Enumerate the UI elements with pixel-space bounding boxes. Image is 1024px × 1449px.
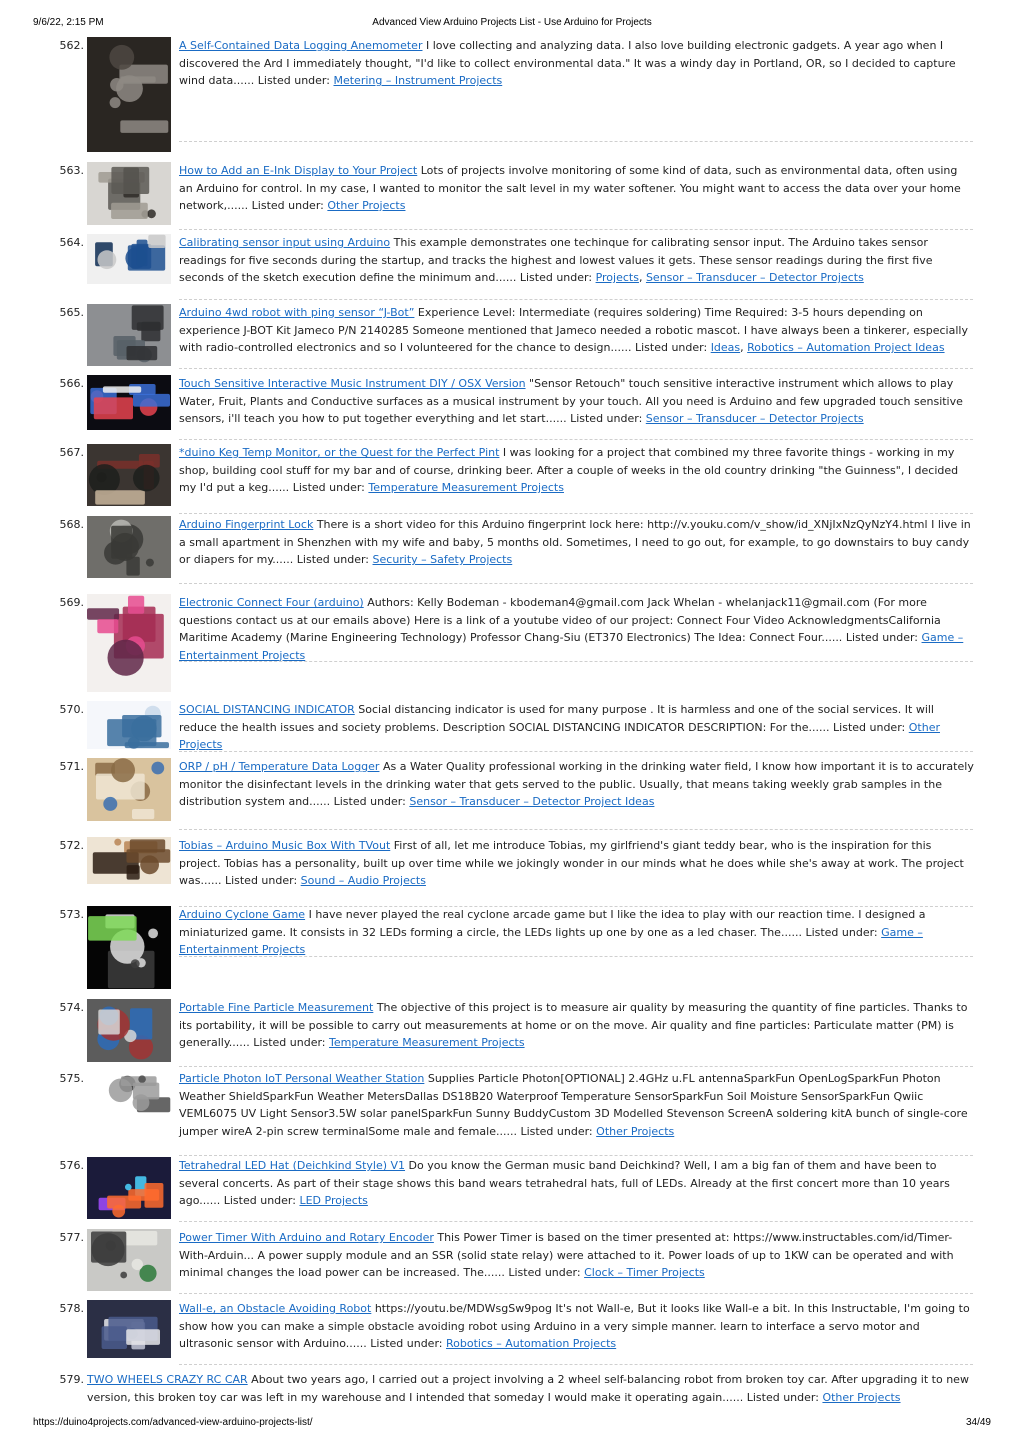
- entry-separator: [179, 956, 973, 957]
- category-link[interactable]: Clock – Timer Projects: [584, 1266, 705, 1280]
- entry-number: 566.: [59, 377, 84, 390]
- entry-text: [179, 1070, 974, 1140]
- project-description: https://youtu.be/MDWsgSw9pog It's not Wall-e, But it looks like Wall-e a bit. In this Instructable, I'm going to show how you can make a simple obstacle avoiding robot using Arduino in a very simple manner. learn to interface a servo motor and ultrasonic sensor with Arduino......: [179, 1302, 970, 1351]
- entry-separator: [179, 583, 973, 584]
- project-thumbnail[interactable]: [87, 758, 171, 821]
- listed-under-label: Listed under:: [370, 1337, 443, 1351]
- project-description: Authors: Kelly Bodeman - kbodeman4@gmail.com Jack Whelan - whelanjack11@gmail.com (For more questions contact us at our emails above) Here is a link of a youtube video of our project: Connect Four Video AcknowledgmentsCalifornia Maritime Academy (Marine Engineering Technology) Professor Chang-Siu (ET370 Electronics) The Idea: Connect Four......: [179, 596, 941, 645]
- project-thumbnail[interactable]: [87, 516, 171, 578]
- entry-number: 572.: [59, 839, 84, 852]
- category-link[interactable]: Temperature Measurement Projects: [368, 481, 564, 495]
- print-header: [33, 17, 991, 31]
- entry-number: 573.: [59, 908, 84, 921]
- project-title-link[interactable]: TWO WHEELS CRAZY RC CAR: [87, 1373, 248, 1386]
- entry-separator: [179, 368, 973, 369]
- project-title-link[interactable]: Arduino Cyclone Game: [179, 908, 306, 921]
- project-title-link[interactable]: Power Timer With Arduino and Rotary Encoder: [179, 1231, 434, 1244]
- entry-text: [179, 906, 974, 959]
- entry-text: [179, 375, 974, 428]
- entry-number: 576.: [59, 1159, 84, 1172]
- project-title-link[interactable]: A Self-Contained Data Logging Anemometer: [179, 39, 423, 52]
- listed-under-label: Listed under:: [224, 874, 298, 888]
- entry-number: 564.: [59, 236, 84, 249]
- category-link[interactable]: Sensor – Transducer – Detector Project Ideas: [409, 795, 655, 809]
- entry-number: 571.: [59, 760, 84, 773]
- project-title-link[interactable]: Wall-e, an Obstacle Avoiding Robot: [179, 1302, 372, 1315]
- project-thumbnail[interactable]: [87, 1229, 171, 1291]
- entry-text: [179, 516, 974, 569]
- listed-under-label: Listed under:: [251, 199, 324, 213]
- category-link[interactable]: Sensor – Transducer – Detector Projects: [645, 412, 864, 426]
- project-title-link[interactable]: Tetrahedral LED Hat (Deichkind Style) V1: [179, 1159, 406, 1172]
- project-thumbnail[interactable]: [87, 1300, 171, 1358]
- listed-under-label: Listed under:: [634, 341, 708, 355]
- category-link[interactable]: Other Projects: [179, 720, 940, 752]
- project-description: I was looking for a project that combined my three favorite things - working in my shop, building cool stuff for my bar and of course, drinking beer. After a couple of weeks in the old country drinking "the Guinness", I decided my I'd put a keg......: [179, 446, 959, 495]
- listed-under-label: Listed under:: [296, 553, 370, 567]
- listed-under-label: Listed under:: [253, 1036, 326, 1050]
- entry-number: 562.: [59, 39, 84, 52]
- project-title-link[interactable]: Electronic Connect Four (arduino): [179, 596, 364, 609]
- entry-number: 579.: [59, 1373, 84, 1386]
- project-title-link[interactable]: Arduino Fingerprint Lock: [179, 518, 314, 531]
- entry-text: [179, 1157, 974, 1210]
- page-number: 34/49: [965, 1417, 991, 1428]
- category-link[interactable]: Other Projects: [327, 199, 406, 213]
- entry-separator: [179, 1221, 973, 1222]
- project-description: As a Water Quality professional working in the drinking water field, I know how important it is to accurately monitor the disinfectant levels in the drinking water that gets served to the public. Usually, that means taking weekly grab samples in the distribution system and......: [179, 760, 974, 809]
- entry-separator: [179, 751, 973, 752]
- project-thumbnail[interactable]: [87, 1157, 171, 1219]
- entry-text: [179, 1300, 974, 1353]
- project-thumbnail[interactable]: [87, 701, 171, 749]
- listed-under-label: Listed under:: [520, 1124, 593, 1138]
- category-link[interactable]: Sound – Audio Projects: [300, 874, 426, 888]
- project-title-link[interactable]: Calibrating sensor input using Arduino: [179, 236, 391, 249]
- project-description: This example demonstrates one techinque for calibrating sensor input. The Arduino takes sensor readings for five seconds during the startup, and tracks the highest and lowest values it gets. These sensor readings during the first five seconds of the sketch execution define the minimum and......: [179, 236, 933, 285]
- project-description: There is a short video for this Arduino fingerprint lock here: http://v.youku.com/v_show/id_XNjIxNzQyNzY4.html I live in a small apartment in Shenzhen with my wife and baby, 5 months old. Sometimes, I need to go out, for example, to go downstairs to buy candy or diapers for my......: [179, 518, 971, 567]
- entry-number: 569.: [59, 596, 84, 609]
- project-title-link[interactable]: SOCIAL DISTANCING INDICATOR: [179, 703, 355, 716]
- project-thumbnail[interactable]: [87, 304, 171, 366]
- entry-number: 575.: [59, 1072, 84, 1085]
- project-description: Supplies Particle Photon[OPTIONAL] 2.4GHz u.FL antennaSparkFun OpenLogSparkFun Photon Weather ShieldSparkFun Weather MetersDallas DS18B20 Waterproof Temperature SensorSparkFun Soil Moisture SensorSparkFun Qwiic VEML6075 UV Light Sensor3.5W solar panelSparkFun Sunny BuddyCustom 3D Modelled Stevenson ScreenA soldering kitA bunch of single-core jumper wireA 2-pin screw terminalSome male and female......: [179, 1072, 968, 1138]
- category-link[interactable]: Projects: [595, 271, 639, 285]
- project-thumbnail[interactable]: [87, 37, 171, 152]
- listed-under-label: Listed under:: [570, 412, 643, 426]
- entry-number: 574.: [59, 1001, 84, 1014]
- category-link[interactable]: LED Projects: [299, 1194, 368, 1208]
- project-thumbnail[interactable]: [87, 594, 171, 692]
- project-description: Lots of projects involve monitoring of some kind of data, such as environmental data, often using an Arduino for control. In my case, I wanted to monitor the salt level in my water softener. You might want to access the data over your home network,......: [179, 164, 961, 213]
- print-date: 9/6/22, 2:15 PM: [33, 17, 104, 28]
- category-link[interactable]: Robotics – Automation Projects: [446, 1337, 617, 1351]
- entry-text: [179, 37, 974, 90]
- entry-text: [179, 444, 974, 497]
- project-title-link[interactable]: *duino Keg Temp Monitor, or the Quest for the Perfect Pint: [179, 446, 500, 459]
- project-title-link[interactable]: Arduino 4wd robot with ping sensor “J-Bot”: [179, 306, 415, 319]
- project-description: First of all, let me introduce Tobias, my girlfriend's giant teddy bear, who is the inspiration for this project. Tobias has a personality, built up over time while we jokingly wonder in our minds what he does while she's away at work. The project was......: [179, 839, 964, 888]
- category-link[interactable]: Other Projects: [596, 1124, 675, 1138]
- project-thumbnail[interactable]: [87, 1070, 171, 1116]
- entry-separator: [179, 299, 973, 300]
- category-link[interactable]: Robotics – Automation Project Ideas: [747, 341, 945, 355]
- entry-text: [179, 1229, 974, 1282]
- category-link[interactable]: Game – Entertainment Projects: [179, 631, 964, 662]
- listed-under-label: Listed under:: [257, 74, 330, 88]
- entry-number: 563.: [59, 164, 84, 177]
- entry-separator: [179, 1066, 973, 1067]
- entry-number: 568.: [59, 518, 84, 531]
- entry-number: 565.: [59, 306, 84, 319]
- listed-under-label: Listed under:: [508, 1266, 581, 1280]
- entry-separator: [179, 1155, 973, 1156]
- listed-under-label: Listed under:: [833, 720, 906, 734]
- entry-separator: [179, 141, 973, 142]
- listed-under-label: Listed under:: [845, 631, 919, 645]
- listed-under-label: Listed under:: [223, 1194, 296, 1208]
- entry-separator: [179, 513, 973, 514]
- entry-text: [179, 837, 974, 890]
- category-link[interactable]: Ideas: [710, 341, 741, 355]
- listed-under-label: Listed under:: [746, 1390, 819, 1404]
- entry-separator: [179, 1293, 973, 1294]
- category-link[interactable]: Metering – Instrument Projects: [333, 74, 503, 88]
- category-link[interactable]: Other Projects: [822, 1390, 901, 1404]
- category-link[interactable]: Sensor – Transducer – Detector Projects: [645, 271, 864, 285]
- project-thumbnail[interactable]: [87, 999, 171, 1062]
- project-description: Experience Level: Intermediate (requires soldering) Time Required: 3-5 hours depending on experience J-BOT Kit Jameco P/N 2140285 Someone mentioned that Jameco needed a robotic mascot. I have always been a tinkerer, especially with radio-controlled electronics and so I volunteered for the chance to design......: [179, 306, 968, 355]
- project-thumbnail[interactable]: [87, 375, 171, 430]
- print-page-title: Advanced View Arduino Projects List - Use Arduino for Projects: [372, 17, 652, 28]
- entry-number: 577.: [59, 1231, 84, 1244]
- project-thumbnail[interactable]: [87, 234, 171, 284]
- entry-separator: [179, 229, 973, 230]
- listed-under-label: Listed under:: [292, 481, 365, 495]
- entry-number: 567.: [59, 446, 84, 459]
- entry-number: 570.: [59, 703, 84, 716]
- entry-text: [179, 162, 974, 215]
- project-title-link[interactable]: Particle Photon IoT Personal Weather Station: [179, 1072, 425, 1085]
- entry-text: Calibrating sensor input using Arduino This example demonstrates one techinque for calibrating sensor input. The Arduino takes sensor readings for five seconds during the startup, and tracks the highest and lowest values it gets. These sensor readings during the first five seconds of the sketch execution define the minimum and...... Listed under: Projects, Sensor – Transducer – Detector Projects: [179, 236, 933, 285]
- entry-text: [179, 999, 974, 1052]
- entry-separator: [179, 439, 973, 440]
- project-title-link[interactable]: Portable Fine Particle Measurement: [179, 1001, 374, 1014]
- project-description: Do you know the German music band Deichkind? Well, I am a big fan of them and have been to several concerts. As part of their stage shows this band wears tetrahedral hats, full of LEDs. Already at the first concert more than 10 years ago......: [179, 1159, 950, 1208]
- entry-separator: [179, 1364, 973, 1365]
- listed-under-label: Listed under:: [333, 795, 406, 809]
- listed-under-label: Listed under:: [805, 925, 878, 939]
- project-description: This Power Timer is based on the timer presented at: https://www.instructables.com/id/Timer-With-Arduin... A power supply module and an SSR (solid state relay) were attached to it. Power loads of up to 1KW can be operated and with minimal changes the load power can be increased. The......: [179, 1231, 954, 1280]
- entry-separator: [179, 829, 973, 830]
- category-link[interactable]: Temperature Measurement Projects: [329, 1036, 525, 1050]
- entry-separator: [179, 661, 973, 662]
- project-thumbnail[interactable]: [87, 837, 171, 884]
- project-description: "Sensor Retouch" touch sensitive interactive instrument which allows to play Water, Fruit, Plants and Conductive surfaces as a musical instrument by your touch. All you need is Arduino and few upgraded touch sensitive sensors, i'll teach you how to put together everything and let start......: [179, 377, 963, 426]
- entry-text: [179, 594, 974, 664]
- listed-under-label: Listed under:: [519, 271, 593, 285]
- category-link[interactable]: Game – Entertainment Projects: [179, 925, 923, 957]
- project-description: About two years ago, I carried out a project involving a 2 wheel self-balancing robot from broken toy car. After upgrading it to new version, this broken toy car was left in my warehouse and I intended that someday I would make it operating again......: [87, 1373, 969, 1404]
- project-thumbnail[interactable]: [87, 162, 171, 225]
- entry-text: Arduino 4wd robot with ping sensor “J-Bot” Experience Level: Intermediate (requires soldering) Time Required: 3-5 hours depending on experience J-BOT Kit Jameco P/N 2140285 Someone mentioned that Jameco needed a robotic mascot. I have always been a tinkerer, especially with radio-controlled electronics and so I volunteered for the chance to design...... Listed under: Ideas, Robotics – Automation Project Ideas: [179, 306, 968, 355]
- entry-text: [179, 701, 974, 754]
- project-description: I have never played the real cyclone arcade game but I like the idea to play with our reaction time. I designed a miniaturized game. It consists in 32 LEDs forming a circle, the LEDs lights up one by one as a led chaser. The......: [179, 908, 926, 939]
- project-thumbnail[interactable]: [87, 906, 171, 989]
- entry-text: [87, 1371, 974, 1406]
- project-thumbnail[interactable]: [87, 444, 171, 506]
- project-title-link[interactable]: Touch Sensitive Interactive Music Instrument DIY / OSX Version: [179, 377, 526, 390]
- project-description: Social distancing indicator is used for many purpose . It is harmless and one of the social services. It will reduce the health issues and society problems. Description SOCIAL DISTANCING INDICATOR DESCRIPTION: For the......: [179, 703, 934, 734]
- print-url: https://duino4projects.com/advanced-view-arduino-projects-list/: [33, 1417, 313, 1428]
- project-title-link[interactable]: How to Add an E-Ink Display to Your Project: [179, 164, 418, 177]
- project-title-link[interactable]: ORP / pH / Temperature Data Logger: [179, 760, 380, 773]
- category-link[interactable]: Security – Safety Projects: [372, 553, 513, 567]
- project-title-link[interactable]: Tobias – Arduino Music Box With TVout: [179, 839, 391, 852]
- print-footer: [33, 1417, 991, 1431]
- entry-text: [179, 758, 974, 811]
- project-description: I love collecting and analyzing data. I also love building electronic gadgets. A year ago when I discovered the Ard I immediately thought, "I'd like to collect environmental data." It was a windy day in Portland, OR, so I decided to capture wind data......: [179, 39, 956, 88]
- project-description: The objective of this project is to measure air quality by measuring the quantity of fine particles. Thanks to its portability, it will be possible to carry out measurements at home or on the move. Air quality and fine particles: Particulate matter (PM) is generally......: [179, 1001, 968, 1050]
- entry-number: 578.: [59, 1302, 84, 1315]
